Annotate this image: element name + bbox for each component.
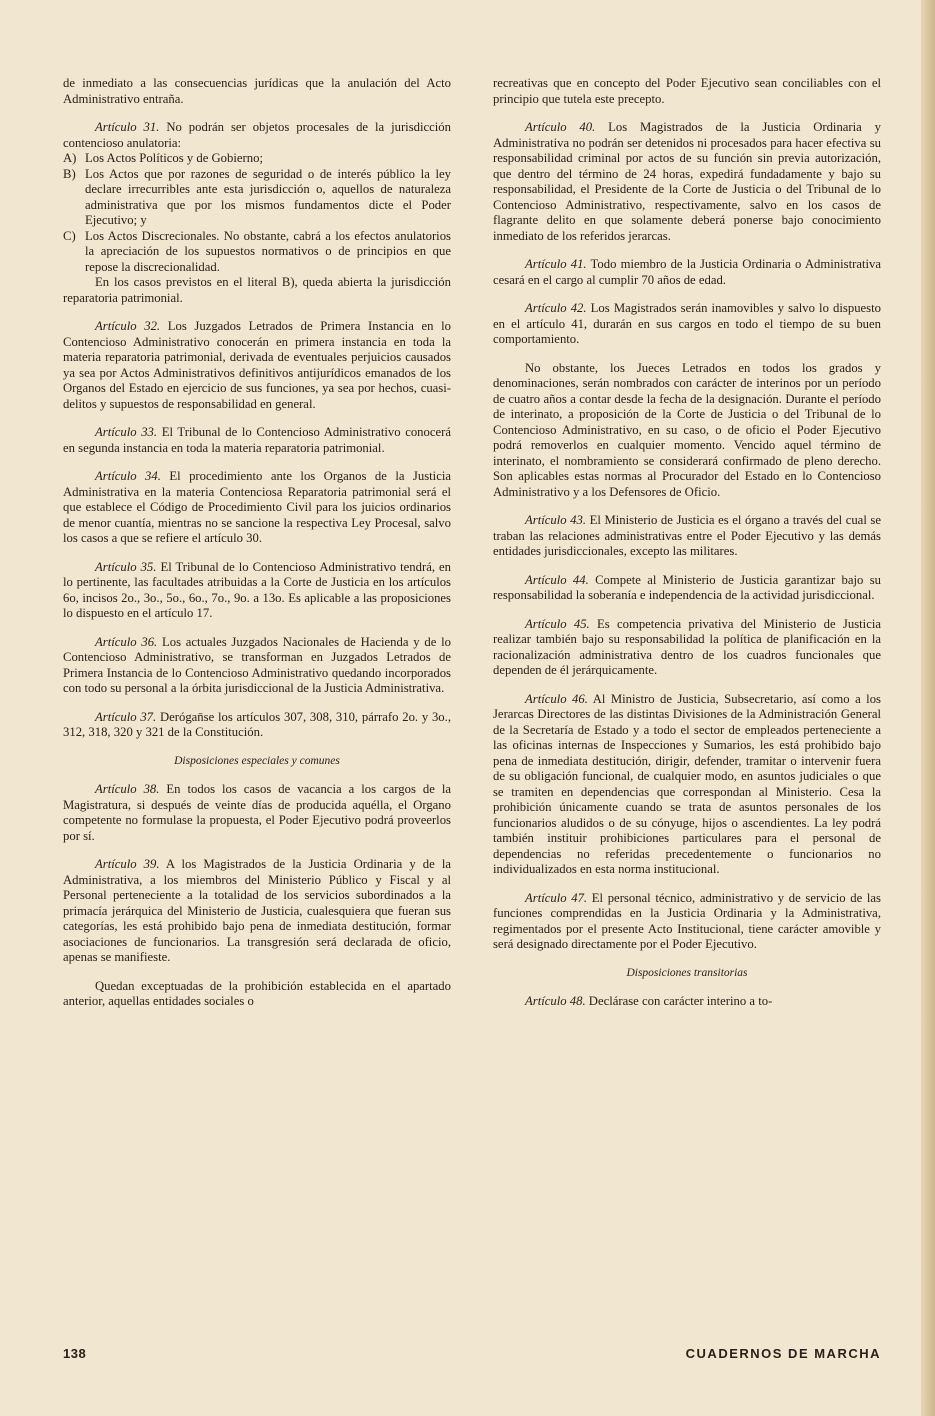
list-item-text: Los Actos Políticos y de Gobierno; — [85, 151, 263, 165]
article-39 — [63, 857, 451, 966]
list-item — [63, 151, 451, 167]
article-40 — [493, 120, 881, 244]
article-42 — [493, 301, 881, 348]
article-text: Los actuales Juzgados Nacionales de Hacienda y de lo Contencioso Administrativo, se transforman en Juzgados Letrados de Primera Instancia de lo Contencioso Administrativo quedando incorporados con todo su personal a la órbita jurisdiccional de la Justicia Administrativa. — [63, 634, 451, 695]
article-label: Artículo 40. — [525, 120, 596, 134]
article-text: El Tribunal de lo Contencioso Administrativo conocerá en segunda instancia en toda la materia reparatoria patrimonial. — [63, 425, 451, 455]
article-41 — [493, 257, 881, 288]
right-column — [493, 76, 881, 1023]
article-label: Artículo 47. — [525, 890, 588, 905]
article-37 — [63, 710, 451, 741]
article-label: Artículo 44. — [525, 572, 589, 587]
article-38 — [63, 782, 451, 844]
article-label: Artículo 35. — [95, 559, 157, 574]
article-35 — [63, 560, 451, 622]
list-item — [63, 167, 451, 229]
article-label: Artículo 36. — [95, 634, 158, 649]
article-44 — [493, 573, 881, 604]
article-31-tail: En los casos previstos en el literal B), queda abierta la jurisdicción reparatoria patrimonial. — [63, 275, 451, 305]
paragraph-continuation: de inmediato a las consecuencias jurídicas que la anulación del Acto Administrativo entraña. — [63, 76, 451, 106]
article-label: Artículo 39. — [95, 857, 160, 871]
article-text: El procedimiento ante los Organos de la Justicia Administrativa en la materia Contenciosa Reparatoria patrimonial será el que establece el Código de Procedimiento Civil para los juicios ordinarios de menor cuantía, mientras no se sancione la respectiva Ley Procesal, salvo los casos a que se refiere el artículo 30. — [63, 469, 451, 545]
article-32 — [63, 319, 451, 412]
article-text: A los Magistrados de la Justicia Ordinaria y de la Administrativa, a los miembros del Ministerio Público y Fiscal y al Personal perteneciente a la totalidad de los servicios subordinados a la primacía jerárquica del Ministerio de Justicia, cualesquiera que fueran sus categorías, les está prohibido bajo pena de inmediata destitución, formar asociaciones de funcionarios. La transgresión será declarada de oficio, apenas se manifieste. — [63, 857, 451, 964]
article-text: Los Juzgados Letrados de Primera Instancia en lo Contencioso Administrativo conocerán en primera instancia en toda la materia reparatoria patrimonial, derivada de eventuales perjuicios causados ya sea por Actos Administrativos definitivos antijurídicos emanados de los Organos del Estado en ejercicio de sus funciones, ya sea por hechos, cuasi-delitos y supuestos de responsabilidad en general. — [63, 319, 451, 411]
page-edge — [921, 0, 935, 1416]
article-label: Artículo 33. — [95, 425, 158, 439]
article-label: Artículo 41. — [525, 257, 587, 271]
article-label: Artículo 32. — [95, 319, 161, 333]
article-text: Declárase con carácter interino a to- — [585, 994, 773, 1008]
article-text: El Ministerio de Justicia es el órgano a través del cual se traban las relaciones administrativas entre el Poder Ejecutivo y las demás entidades jurisdiccionales, excepto las militares. — [493, 513, 881, 558]
left-column — [63, 76, 451, 1023]
list-item-text: Los Actos que por razones de seguridad o de interés público la ley declare irrecurribles ante esta jurisdicción o, aquellos de naturaleza administrativa que por los mismos fundamentos dicte el Poder Ejecutivo; y — [85, 166, 451, 227]
article-label: Artículo 46. — [525, 691, 588, 706]
section-heading: Disposiciones transitorias — [626, 966, 748, 979]
article-text: Los Magistrados de la Justicia Ordinaria y Administrativa no podrán ser detenidos ni procesados para hacer efectiva su responsabilidad criminal por actos de su función sin previa autorización, que dentro del término de 24 horas, expedirá fundadamente y bajo su responsabilidad, el Presidente de la Corte de Justicia o del Tribunal de lo Contencioso Administrativo, respectivamente, salvo en los casos de flagrante delito en que solamente deberá ponerse bajo conocimiento inmediato de los referidos jerarcas. — [493, 120, 881, 243]
article-43 — [493, 513, 881, 560]
publication-title: CUADERNOS DE MARCHA — [685, 1346, 881, 1361]
article-label: Artículo 42. — [525, 301, 587, 315]
article-label: Artículo 31. — [95, 120, 160, 134]
article-label: Artículo 34. — [95, 469, 161, 483]
article-label: Artículo 43. — [525, 513, 587, 527]
article-label: Artículo 48. — [525, 994, 586, 1008]
article-label: Artículo 45. — [525, 616, 590, 631]
article-47 — [493, 891, 881, 953]
list-letter: B) — [63, 166, 76, 181]
article-text: El personal técnico, administrativo y de servicio de las funciones comprendidas en la Justicia Ordinaria y la Administrativa, regimentados por el presente Acto Institucional, tiene carácter amovible y será designado directamente por el Poder Ejecutivo. — [493, 890, 881, 951]
article-46 — [493, 692, 881, 878]
article-33 — [63, 425, 451, 456]
list-item-text: Los Actos Discrecionales. No obstante, cabrá a los efectos anulatorios la apreciación de los supuestos normativos o de principios en que repose la discrecionalidad. — [85, 228, 451, 274]
article-text: El Tribunal de lo Contencioso Administrativo tendrá, en lo pertinente, las facultades atribuidas a la Corte de Justicia en los artículos 6o, incisos 2o., 3o., 5o., 6o., 7o., 9o. a 13o. Es aplicable a las proposiciones lo dispuesto en el artículo 17. — [63, 559, 451, 620]
list-letter: C) — [63, 228, 76, 243]
article-45 — [493, 617, 881, 679]
article-label: Artículo 38. — [95, 782, 160, 796]
article-34 — [63, 469, 451, 547]
article-31-list — [63, 151, 451, 275]
article-31 — [63, 120, 451, 151]
article-text: Al Ministro de Justicia, Subsecretario, así como a los Jerarcas Directores de las distintas Divisiones de la Administración General de la Secretaría de Estado y a todo el sector de empleados perteneciente a las oficinas internas de Inspecciones y Sumarios, les está prohibido bajo pena de inmediata destitución, dirigir, defender, tramitar o intervenir fuera de su obligación funcional, de cualquier modo, en asuntos judiciales o que se tramiten en dependencias que correspondan al Ministerio. Cesa la prohibición únicamente cuando se trata de asuntos personales de los funcionarios aludidos o de su cónyuge, hijos o ascendientes. La ley podrá también instituir prohibiciones particulares para el personal de dependencias no referidas precedentemente o funcionarios no individualizados en esta norma institucional. — [493, 691, 881, 876]
article-text: Derógan̄se los artículos 307, 308, 310, párrafo 2o. y 3o., 312, 318, 320 y 321 de la Constitución. — [63, 709, 451, 739]
article-text: Todo miembro de la Justicia Ordinaria o Administrativa cesará en el cargo al cumplir 70 años de edad. — [493, 257, 881, 287]
article-text: En todos los casos de vacancia a los cargos de la Magistratura, si después de veinte días de producida aquélla, el Organo competente no formulase la propuesta, el Poder Ejecutivo podrá proveerlos por sí. — [63, 782, 451, 843]
article-48 — [493, 994, 881, 1010]
paragraph-continuation: recreativas que en concepto del Poder Ejecutivo sean conciliables con el principio que tutela este precepto. — [493, 76, 881, 106]
article-label: Artículo 37. — [95, 709, 157, 724]
article-text: Los Magistrados serán inamovibles y salvo lo dispuesto en el artículo 41, durarán en sus cargos en todo el tiempo de su buen comportamiento. — [493, 301, 881, 346]
paragraph-exceptions: Quedan exceptuadas de la prohibición establecida en el apartado anterior, aquellas entidades sociales o — [63, 978, 451, 1008]
article-36 — [63, 635, 451, 697]
article-text: Compete al Ministerio de Justicia garantizar bajo su responsabilidad la soberanía e independencia de la actividad jurisdiccional. — [493, 572, 881, 602]
page-number: 138 — [63, 1346, 87, 1361]
list-item — [63, 229, 451, 276]
section-heading: Disposiciones especiales y comunes — [174, 754, 340, 767]
article-text: No podrán ser objetos procesales de la jurisdicción contencioso anulatoria: — [63, 120, 451, 150]
list-letter: A) — [63, 151, 77, 165]
paragraph-no-obstante: No obstante, los Jueces Letrados en todos los grados y denominaciones, serán nombrados con carácter de interinos por un período de cuatro años a contar desde la fecha de la designación. Durante el período de interinato, a proposición de la Corte de Justicia o del Tribunal de lo Contencioso Administrativo, en su caso, o de oficio el Poder Ejecutivo podrá removerlos en cualquier momento. Vencido aquel término de interinato, el nombramiento se considerará confirmado de pleno derecho. Son aplicables estas normas al Procurador del Estado en lo Contencioso Administrativo y a los Defensores de Oficio. — [493, 360, 881, 499]
article-text: Es competencia privativa del Ministerio de Justicia realizar también bajo su responsabilidad la política de planificación en la racionalización administrativa dentro de los cuadros funcionales que dependen de él jerárquicamente. — [493, 616, 881, 677]
